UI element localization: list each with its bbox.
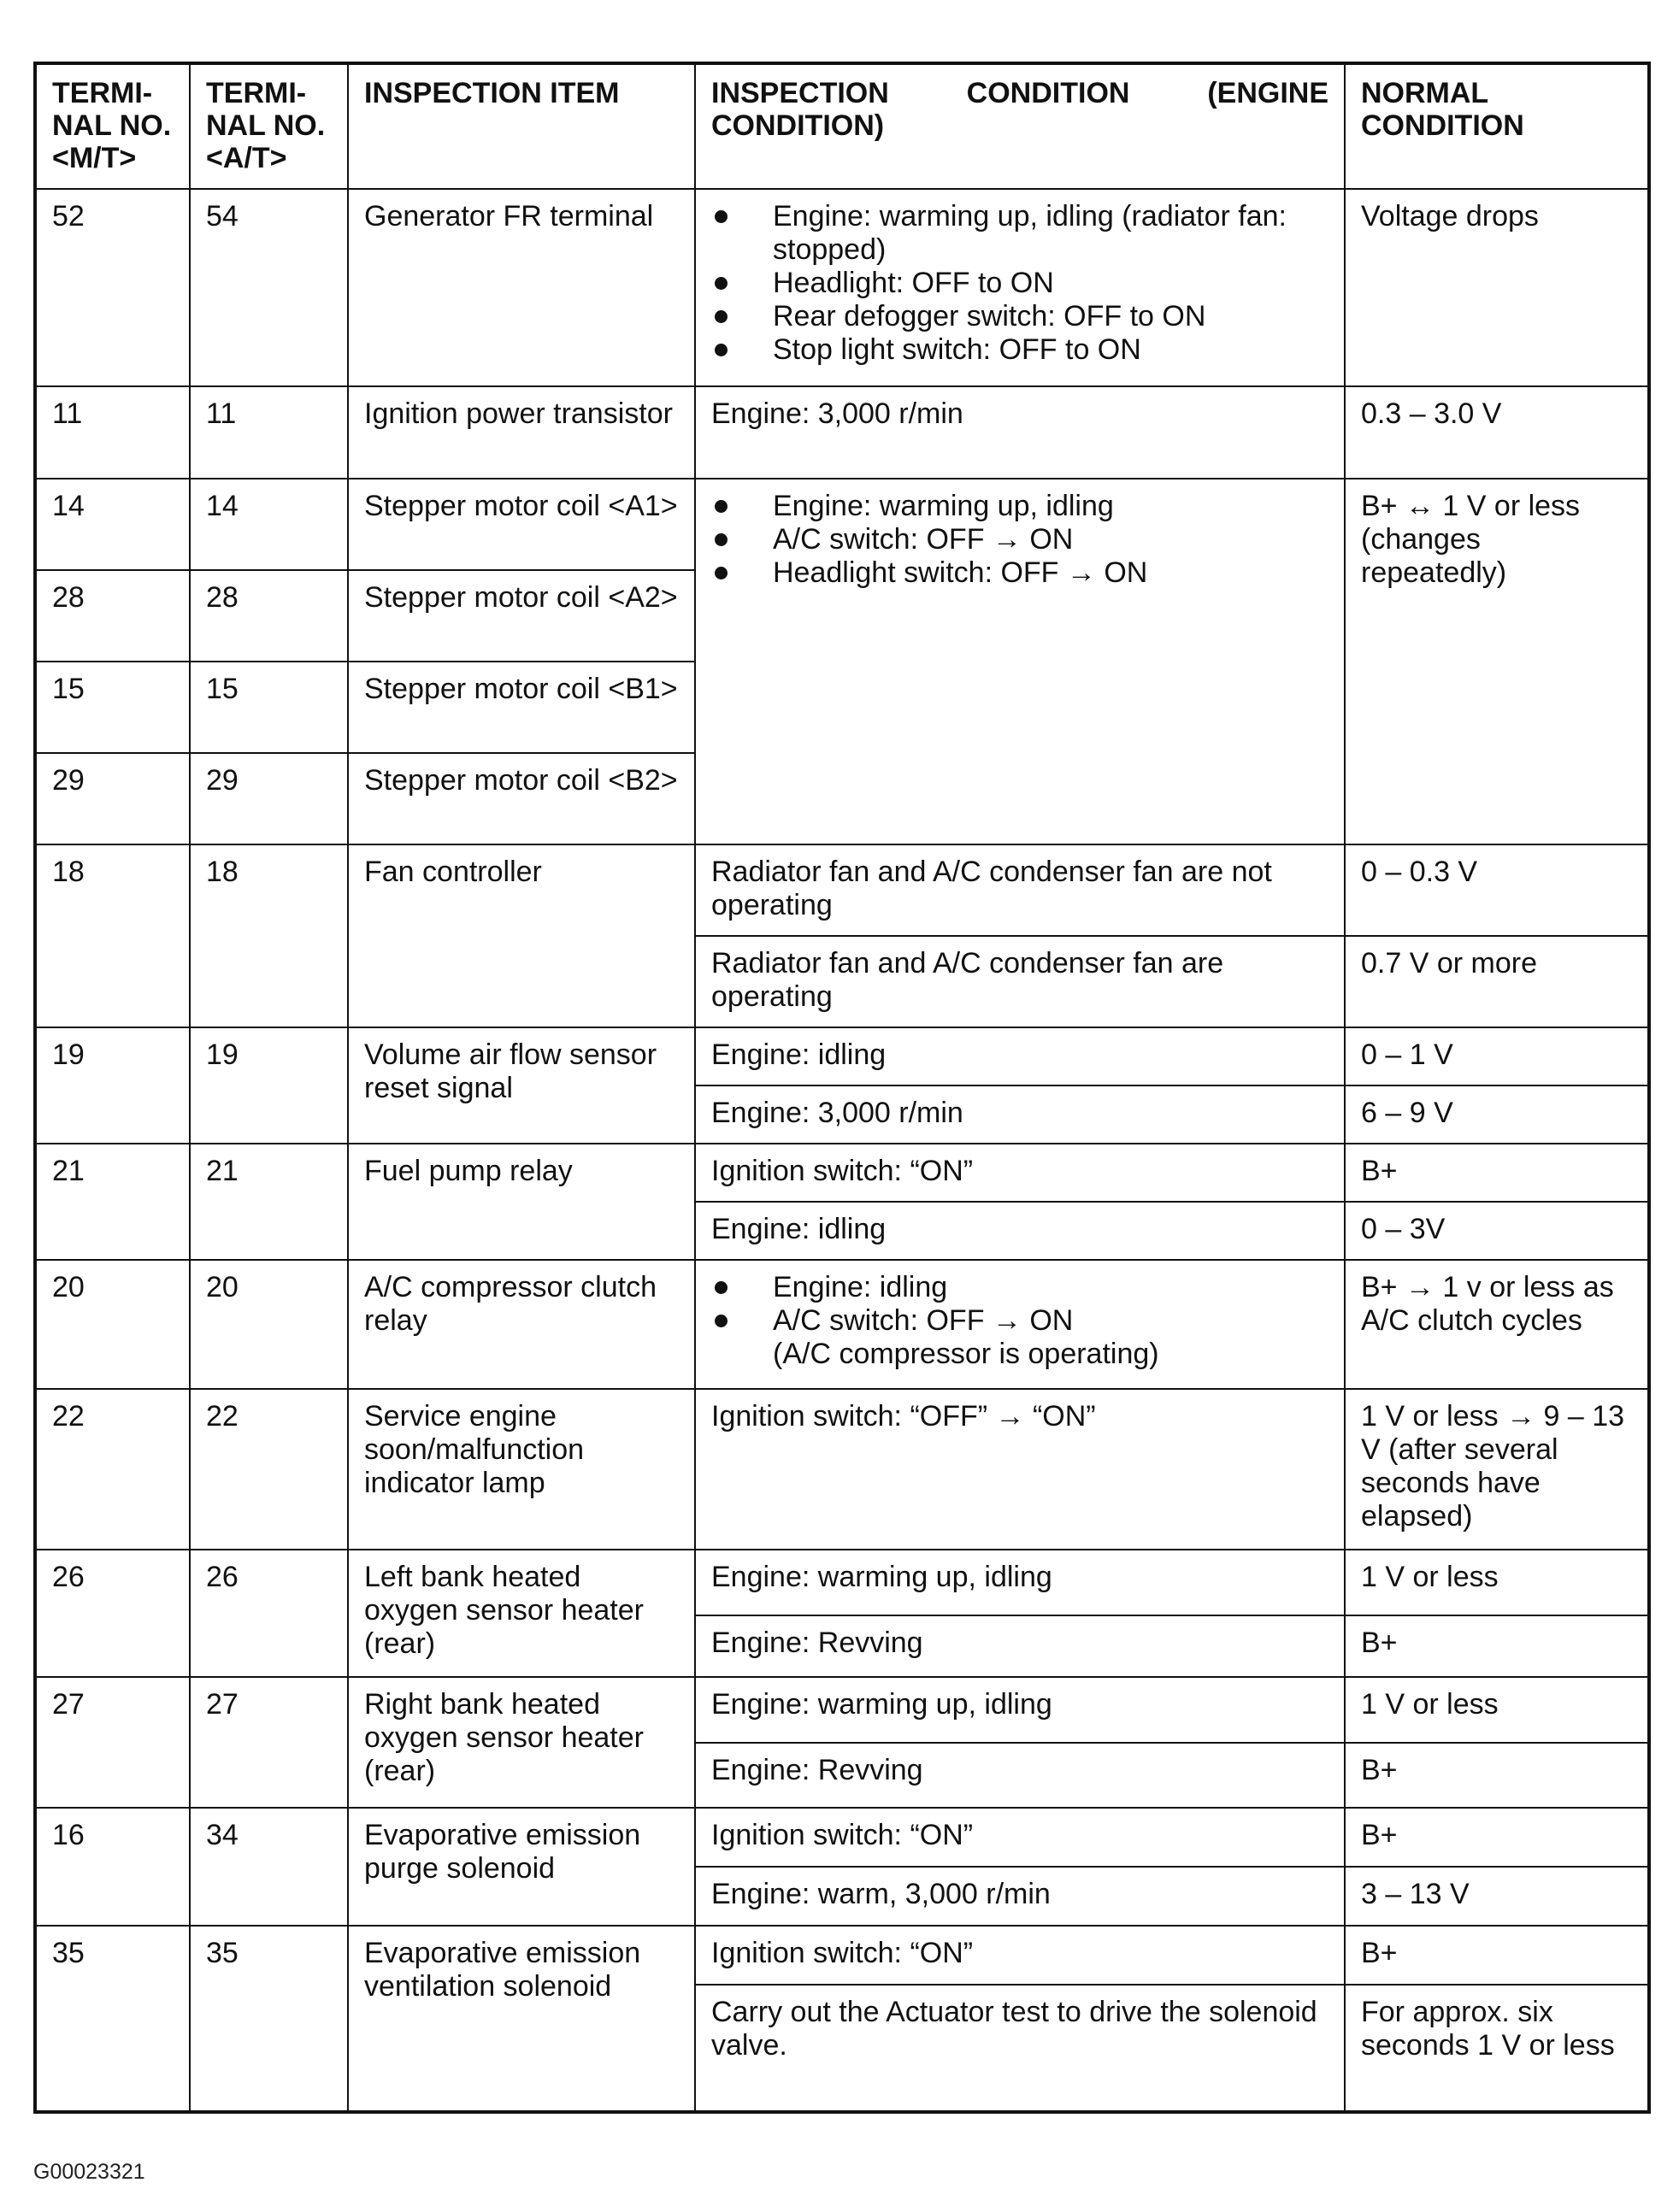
terminal-mt: 14 [35,479,190,570]
bullet-icon [715,1281,728,1294]
normal-condition: 1 V or less [1345,1677,1649,1743]
bullet-icon [715,500,728,513]
header-terminal-at: TERMI-NAL NO. <A/T> [190,63,348,189]
terminal-at: 15 [190,662,348,753]
inspection-condition: Ignition switch: “ON” [695,1926,1345,1985]
terminal-mt: 52 [35,189,190,386]
inspection-condition: Engine: idling [695,1202,1345,1260]
table-row [35,1677,1649,1743]
inspection-item: Stepper motor coil <A2> [348,570,695,662]
condition-bullet: Rear defogger switch: OFF to ON [711,300,1328,333]
condition-bullet: Stop light switch: OFF to ON [711,333,1328,367]
terminal-at: 11 [190,386,348,479]
bullet-icon [715,277,728,290]
condition-bullet: Engine: idling [711,1271,1328,1304]
terminal-mt: 28 [35,570,190,662]
terminal-mt: 20 [35,1260,190,1389]
inspection-condition: Ignition switch: “ON” [695,1144,1345,1202]
table-row [35,189,1649,386]
inspection-item: Stepper motor coil <B2> [348,753,695,844]
normal-condition: 0.7 V or more [1345,936,1649,1027]
normal-condition: B+ [1345,1926,1649,1985]
inspection-item: A/C compressor clutch relay [348,1260,695,1389]
inspection-item: Stepper motor coil <A1> [348,479,695,570]
table-row [35,1144,1649,1202]
terminal-at: 21 [190,1144,348,1260]
condition-bullet: Engine: warming up, idling (radiator fan: stopped) [711,200,1328,267]
bullet-icon [715,533,728,546]
terminal-mt: 29 [35,753,190,844]
terminal-at: 29 [190,753,348,844]
figure-id: G00023321 [33,2160,145,2184]
inspection-condition: Engine: warming up, idling [695,1677,1345,1743]
header-condition-word-2: CONDITION [966,77,1130,109]
condition-bullet: A/C switch: OFF → ON [711,1304,1328,1338]
condition-list [711,490,1328,590]
normal-condition: 1 V or less [1345,1550,1649,1615]
normal-condition: 0 – 0.3 V [1345,844,1649,936]
table-row [35,844,1649,936]
inspection-condition [695,479,1345,844]
inspection-condition: Engine: idling [695,1027,1345,1085]
normal-condition: B+ → 1 v or less as A/C clutch cycles [1345,1260,1649,1389]
inspection-condition [695,1260,1345,1389]
condition-note: (A/C compressor is operating) [773,1338,1159,1370]
terminal-mt: 35 [35,1926,190,2112]
header-terminal-mt: TERMI-NAL NO. <M/T> [35,63,190,189]
table-row [35,1550,1649,1615]
inspection-condition: Carry out the Actuator test to drive the solenoid valve. [695,1985,1345,2112]
inspection-item: Ignition power transistor [348,386,695,479]
bullet-icon [715,1315,728,1327]
header-inspection-condition [695,63,1345,189]
condition-bullet: Engine: warming up, idling [711,490,1328,523]
normal-condition: B+ [1345,1144,1649,1202]
inspection-condition: Engine: Revving [695,1743,1345,1808]
terminal-mt: 15 [35,662,190,753]
inspection-condition [695,189,1345,386]
terminal-mt: 26 [35,1550,190,1677]
table-row [35,479,1649,570]
terminal-mt: 19 [35,1027,190,1144]
table-row [35,1808,1649,1867]
inspection-condition: Ignition switch: “OFF” → “ON” [695,1389,1345,1550]
normal-condition: B+ [1345,1808,1649,1867]
inspection-item: Volume air flow sensor reset signal [348,1027,695,1144]
header-condition-word-1: INSPECTION [711,77,889,109]
table-row [35,1926,1649,1985]
terminal-at: 54 [190,189,348,386]
table-row [35,1260,1649,1389]
bullet-icon [715,310,728,323]
inspection-sheet [33,62,1647,2114]
condition-bullet: A/C switch: OFF → ON [711,523,1328,556]
terminal-mt: 21 [35,1144,190,1260]
inspection-condition: Radiator fan and A/C condenser fan are not operating [695,844,1345,936]
condition-list [711,1271,1328,1371]
terminal-mt: 27 [35,1677,190,1808]
terminal-mt: 11 [35,386,190,479]
header-normal-condition: NORMAL CONDITION [1345,63,1649,189]
inspection-item: Right bank heated oxygen sensor heater (rear) [348,1677,695,1808]
terminal-at: 28 [190,570,348,662]
terminal-at: 35 [190,1926,348,2112]
normal-condition: B+ [1345,1615,1649,1677]
table-row [35,386,1649,479]
terminal-at: 19 [190,1027,348,1144]
normal-condition: 3 – 13 V [1345,1867,1649,1926]
normal-condition: 1 V or less → 9 – 13 V (after several seconds have elapsed) [1345,1389,1649,1550]
inspection-item: Fuel pump relay [348,1144,695,1260]
inspection-item: Fan controller [348,844,695,1027]
inspection-item: Left bank heated oxygen sensor heater (rear) [348,1550,695,1677]
header-inspection-item: INSPECTION ITEM [348,63,695,189]
normal-condition: 0 – 1 V [1345,1027,1649,1085]
inspection-condition: Radiator fan and A/C condenser fan are operating [695,936,1345,1027]
bullet-icon [715,344,728,356]
header-row [35,63,1649,189]
normal-condition: B+ ↔ 1 V or less (changes repeatedly) [1345,479,1649,844]
normal-condition: Voltage drops [1345,189,1649,386]
inspection-item: Stepper motor coil <B1> [348,662,695,753]
inspection-condition: Engine: 3,000 r/min [695,1085,1345,1144]
inspection-condition: Ignition switch: “ON” [695,1808,1345,1867]
terminal-at: 14 [190,479,348,570]
condition-bullet: Headlight switch: OFF → ON [711,556,1328,590]
inspection-item: Evaporative emission purge solenoid [348,1808,695,1926]
terminal-mt: 18 [35,844,190,1027]
terminal-at: 26 [190,1550,348,1677]
terminal-mt: 16 [35,1808,190,1926]
condition-list [711,200,1328,367]
inspection-condition: Engine: Revving [695,1615,1345,1677]
inspection-item: Evaporative emission ventilation solenoid [348,1926,695,2112]
header-condition-word-4: CONDITION) [711,109,885,142]
terminal-inspection-table [33,62,1651,2114]
normal-condition: For approx. six seconds 1 V or less [1345,1985,1649,2112]
inspection-condition: Engine: 3,000 r/min [695,386,1345,479]
terminal-mt: 22 [35,1389,190,1550]
table-row [35,1027,1649,1085]
inspection-item: Generator FR terminal [348,189,695,386]
table-row [35,1389,1649,1550]
inspection-item: Service engine soon/malfunction indicator lamp [348,1389,695,1550]
terminal-at: 18 [190,844,348,1027]
condition-bullet: Headlight: OFF to ON [711,267,1328,300]
bullet-icon [715,567,728,579]
normal-condition: 0 – 3V [1345,1202,1649,1260]
bullet-icon [715,210,728,223]
terminal-at: 27 [190,1677,348,1808]
inspection-condition: Engine: warming up, idling [695,1550,1345,1615]
terminal-at: 20 [190,1260,348,1389]
inspection-condition: Engine: warm, 3,000 r/min [695,1867,1345,1926]
terminal-at: 22 [190,1389,348,1550]
normal-condition: B+ [1345,1743,1649,1808]
normal-condition: 0.3 – 3.0 V [1345,386,1649,479]
header-condition-word-3: (ENGINE [1207,77,1328,109]
terminal-at: 34 [190,1808,348,1926]
normal-condition: 6 – 9 V [1345,1085,1649,1144]
